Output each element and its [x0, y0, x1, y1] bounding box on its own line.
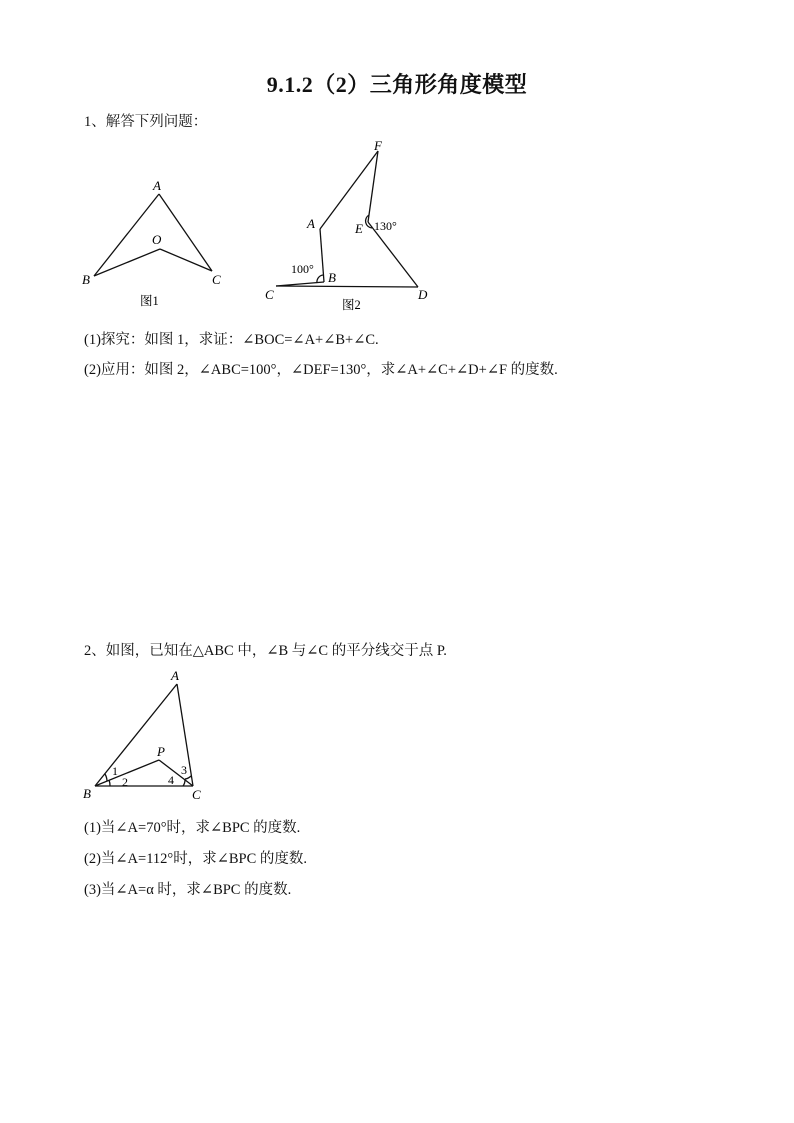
fig2-caption: 图2 — [342, 298, 361, 312]
fig3-label-p: P — [157, 744, 165, 759]
fig1-label-a: A — [153, 178, 161, 193]
fig2-angle-e-value: 130° — [374, 219, 397, 233]
fig2-label-d: D — [418, 287, 428, 302]
fig2-label-c: C — [265, 287, 274, 302]
q1-heading: 1、解答下列问题： — [84, 114, 208, 130]
fig3-angle-2: 2 — [122, 775, 128, 789]
q2-part1: (1)当∠A=70°时，求∠BPC 的度数. — [84, 820, 301, 836]
fig3-angle-arc-2 — [109, 780, 110, 786]
fig2-angle-b-value: 100° — [291, 262, 314, 276]
fig3-label-c: C — [192, 787, 201, 802]
fig3-label-b: B — [83, 786, 91, 801]
q1-part2: (2)应用：如图 2，∠ABC=100°，∠DEF=130°，求∠A+∠C+∠D+∠F 的度数. — [84, 362, 558, 378]
fig3-angle-arc-4 — [183, 780, 185, 786]
q2-part3: (3)当∠A=α 时，求∠BPC 的度数. — [84, 882, 292, 898]
fig1-segment-ab — [94, 194, 159, 276]
q2-part2: (2)当∠A=112°时，求∠BPC 的度数. — [84, 851, 308, 867]
fig3-angle-4: 4 — [168, 773, 174, 787]
figure-2 — [262, 138, 442, 318]
q1-part1: (1)探究：如图 1，求证：∠BOC=∠A+∠B+∠C. — [84, 332, 379, 348]
fig3-angle-arc-1 — [105, 774, 107, 781]
fig2-label-b: B — [328, 270, 336, 285]
page-title: 9.1.2（2）三角形角度模型 — [266, 72, 528, 97]
fig2-segment-ba — [320, 229, 324, 282]
fig1-label-o: O — [152, 232, 162, 247]
fig3-label-a: A — [171, 668, 179, 683]
q2-heading: 2、如图，已知在△ABC 中，∠B 与∠C 的平分线交于点 P. — [84, 643, 447, 659]
fig2-label-e: E — [355, 221, 363, 236]
fig2-segment-cd — [276, 286, 418, 287]
fig3-segment-pc — [159, 760, 193, 786]
fig1-label-b: B — [82, 272, 90, 287]
fig3-angle-3: 3 — [181, 763, 187, 777]
fig1-label-c: C — [212, 272, 221, 287]
figure-3 — [75, 665, 215, 805]
figure-1 — [70, 170, 250, 315]
fig3-segment-ab — [95, 684, 177, 786]
fig3-angle-1: 1 — [112, 764, 118, 778]
fig2-label-f: F — [374, 138, 382, 153]
fig1-caption: 图1 — [140, 294, 159, 308]
fig2-label-a: A — [307, 216, 315, 231]
